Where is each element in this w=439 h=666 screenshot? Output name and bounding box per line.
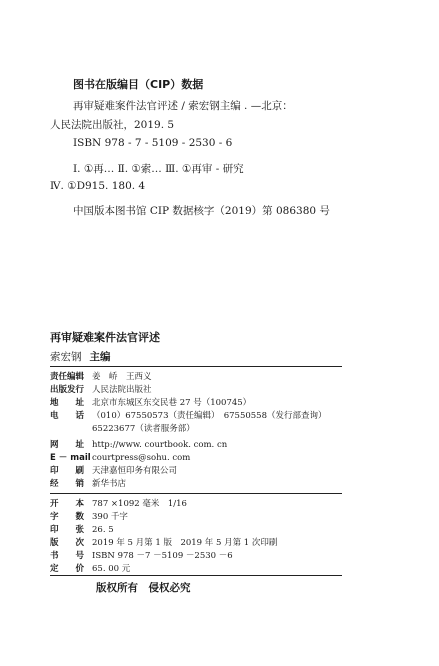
detail-row-address (50, 396, 251, 408)
detail-value: 天津嘉恒印务有限公司 (92, 466, 178, 476)
detail-value: ISBN 978 －7 －5109 －2530 －6 (92, 551, 233, 561)
editor-name: 索宏钢 (50, 351, 82, 363)
detail-row-distributor (50, 477, 126, 489)
detail-label: 印 刷 (50, 466, 85, 476)
detail-row-edition (50, 536, 277, 548)
book-title: 再审疑难案件法官评述 (50, 331, 160, 344)
detail-value: courtpress@sohu. com (92, 453, 191, 463)
copyright-notice: 版权所有 侵权必究 (96, 582, 191, 594)
detail-label: 网 址 (50, 440, 85, 450)
detail-row-responsible-editor (50, 370, 152, 382)
detail-row-phone-continued: 65223677（读者服务部） (92, 424, 195, 434)
detail-row-isbn (50, 549, 233, 561)
cip-classification-line: Ⅳ. ①D915. 180. 4 (50, 180, 146, 192)
detail-label: 定 价 (50, 564, 85, 574)
cip-isbn-line: ISBN 978 - 7 - 5109 - 2530 - 6 (73, 137, 233, 149)
detail-value: 390 千字 (92, 512, 128, 522)
detail-label: 责任编辑 (50, 372, 85, 382)
detail-value: （010）67550573（责任编辑） 67550558（发行部查询） (92, 411, 327, 421)
detail-row-word-count (50, 510, 128, 522)
detail-value: 787 ×1092 毫米 1/16 (92, 499, 187, 509)
cip-bibliographic-line: 再审疑难案件法官评述 / 索宏钢主编 . —北京： (73, 100, 293, 112)
detail-value: 北京市东城区东交民巷 27 号（100745） (92, 398, 252, 408)
detail-label: 字 数 (50, 512, 85, 522)
detail-value: 2019 年 5 月第 1 版 2019 年 5 月第 1 次印刷 (92, 538, 278, 548)
detail-label: 出版发行 (50, 385, 85, 395)
detail-label: 版 次 (50, 538, 85, 548)
cip-publisher-line: 人民法院出版社，2019. 5 (50, 119, 175, 131)
detail-row-sheets (50, 523, 114, 535)
editor-role: 主编 (89, 351, 111, 363)
detail-row-email (50, 451, 190, 463)
detail-value: 姜 峤 王西义 (92, 372, 152, 382)
detail-value: 65. 00 元 (92, 564, 131, 574)
detail-row-format (50, 497, 187, 509)
detail-label: 印 张 (50, 525, 85, 535)
editor-line (50, 349, 111, 364)
detail-label: E － mail (50, 453, 91, 463)
cip-record-number: 中国版本图书馆 CIP 数据核字（2019）第 086380 号 (73, 205, 330, 217)
detail-row-phone (50, 409, 327, 421)
detail-label: 电 话 (50, 411, 85, 421)
cip-title: 图书在版编目（CIP）数据 (73, 78, 204, 91)
detail-value: 26. 5 (92, 525, 114, 535)
detail-value: 人民法院出版社 (92, 385, 152, 395)
detail-label: 地 址 (50, 398, 85, 408)
detail-label: 经 销 (50, 479, 85, 489)
detail-value: http://www. courtbook. com. cn (92, 440, 228, 450)
divider-bottom (50, 575, 342, 576)
cip-subject-line: Ⅰ. ①再… Ⅱ. ①索… Ⅲ. ①再审 - 研究 (73, 163, 244, 175)
detail-label: 开 本 (50, 499, 85, 509)
divider-top (50, 366, 342, 367)
divider-middle (50, 493, 342, 494)
detail-row-publisher (50, 383, 152, 395)
detail-row-website (50, 438, 227, 450)
detail-row-price (50, 562, 130, 574)
detail-value: 新华书店 (92, 479, 127, 489)
detail-row-printer (50, 464, 177, 476)
detail-label: 书 号 (50, 551, 85, 561)
